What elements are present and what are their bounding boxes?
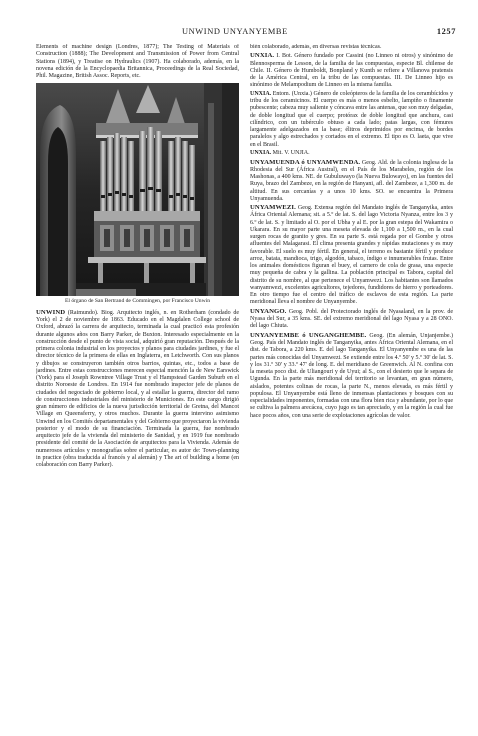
- dictionary-page: [36, 10, 456, 722]
- entry-unyamwezi: [250, 204, 453, 307]
- entry-head: UNYANGO.: [250, 307, 287, 315]
- organ-photograph: [36, 83, 239, 296]
- entry-unwind: [36, 309, 239, 470]
- entry-text: (Raimundo). Biog. Arquitecto inglés, n. en Rotherham (condado de York) el 2 de noviembre de 1863. Educado en el Magdalen College school de Oxford, abrazó la carrera de arquitecto, terminada la cual practicó esta profesión durante algunos años con Barry Parker, de Buxton. Interesado especialmente en la construcción desde el punto de vista social, adquirió gran reputación. Después de la primera colonia industrial en los proyectos y planos para ciudades jardines, y fue el director técnico de la primera de ellas en Inglaterra, en Letchworth. Con sus planos y dibujos se construyeron también otros barrios, quintas, etc., todos a base de jardines. Entre estas construcciones merecen especial mención la de New Earswick (York) para el Joseph Rowntree Village Trust y el Hampstead Garden Suburb en el distrito Noroeste de Londres. En 1914 fue nombrado inspector jefe de planos de ciudades del negociado de gobierno local, y al estallar la guerra, director del ramo de construcciones industriales del ministerio de Municiones. En este cargo dirigió gran número de edificios de la nueva jurisdicción territorial de Gretna, del Mancot Village en Queensferry, y otros muchos. Durante la guerra intervino asimismo Unwind en los Comités departamentales y del Gobierno que proyectaron la vivienda posterior y el modo de su financiación. Terminada la guerra, fue nombrado arquitecto jefe de la vivienda del ministerio de Sanidad, y en 1919 fue nombrado presidente del comité de la Asociación de arquitectos para la Vivienda. Además de numerosos artículos y monografías sobre el particular, es autor de: Town-planning in practice (obra traducida al francés y al alemán) y The art of building a home (en colaboración con Barry Parker).: [36, 309, 239, 469]
- entry-text: Geog. Pobl. del Protectorado inglés de Nyasaland, en la prov. de Nyasa del Sur, a 35 kms. SE. del extremo meridional del lago Nyasa y a 28 ONO. del lago Chiuta.: [250, 308, 453, 330]
- entry-head: UNYANYEMBE ó UNGANGHEMBE.: [250, 331, 367, 339]
- left-column: [36, 44, 239, 724]
- entry-text: Entom. (Unxia.) Género de coleópteros de la familia de los cerambícidos y tribu de los ceramicinos. El cuerpo es más o menos esbelto, lampiño o finamente pubescente; cabeza muy saliente y cóncava entre las antenas, que son muy delgadas, de doble longitud que el cuerpo; protórax de doble longitud que anchura, casi cilíndrico, con un tubérculo obtuso a cada lado; patas largas, con fémures largamente adelgazados en la base; élitros deprimidos por encima, de bordes paralelos y algo estrechados y cortados en el extremo. El tipo es O. laeta, que vive en el Brasil.: [250, 90, 453, 148]
- organ-photograph-svg: [36, 83, 239, 296]
- entry-unxia-mit: [250, 150, 453, 157]
- entry-head: UNXIA.: [250, 52, 275, 60]
- entry-text: Geog. Extensa región del Mandato inglés de Tanganyika, antes África Oriental Alemana; sit. a 5.º de lat. S. del lago Victoria Nyanza, entre los 3 y 6.º de lat. S. y limitado al O. por el Ubha y al E. por la gran estepa del Wakamira o Ukarara. En su mayor parte una meseta elevada de 1,100 a 1,500 m., en la cual surgen rocas de granito y gres. En su parte S. está regada por el Gombe y otros afluentes del Malagarasi. El clima presenta grandes y rápidas mutaciones y es muy favorable. El suelo es muy fértil. En general, el terreno es bastante fértil y produce arroz, batata, mandioca, trigo, algodón, tabaco, índigo e innumerables frutas. Entre los animales domésticos figuran el buey, el carnero de cola de grasa, una especie muy pequeña de cabra y la gallina. La población principal es Tabora, capital del distrito de su nombre, al que pertenece el Unyamwezi. Los habitantes son llamados wanyamwezi, excelentes agricultores, tejedores, fundidores de hierro y porteadores. En otro tiempo fue el centro del tráfico de esclavos de esta región. La parte meridional lleva el nombre de Unyanyembe.: [250, 205, 453, 306]
- entry-unyanyembe: [250, 332, 453, 420]
- entry-unxia-entom: [250, 91, 453, 149]
- entry-text: Mit. V. UNJIA.: [272, 150, 310, 157]
- running-head-words: UNWIND UNYANYEMBE: [182, 27, 288, 36]
- running-head: [36, 27, 456, 39]
- page-number: 1257: [436, 27, 456, 36]
- entry-head: UNXIA.: [250, 150, 272, 157]
- entry-head: UNYAMUENDA ó UNYAMWENDA.: [250, 158, 361, 166]
- entry-unxia-bot: [250, 52, 453, 89]
- entry-text: Geog. Ald. de la colonia inglesa de la Rhodesia del Sur (África Austral), en el País de los Marabeles, región de los Mashonas, a 400 kms. NE. de Gubuluwayo (la Nueva Bulowayo), en las fuentes del Ruya, brazo del Zambeze, en la región de Hanyani, afl. del Zambeze, a 1,300 m. de altitud. En sus cercanías y a unos 10 kms. SO. se encuentra la Primera Unyamuenda.: [250, 159, 453, 202]
- entry-unyamuenda: [250, 159, 453, 204]
- entry-head: UNXIA.: [250, 90, 272, 97]
- right-column: [250, 44, 453, 724]
- top-paragraph: bién colaborado, además, en diversas revistas técnicas.: [250, 44, 382, 50]
- entry-text: Geog. (En alemán, Unjanjembe.) Geog. País del Mandato inglés de Tanganyika, antes África Oriental Alemana, en el dist. de Tabora, a 220 kms. E. del lago Tanganyika. El Unyanyembe es una de las partes más conocidas del Unyamwezi. Se extiende entre los 4.º 50' y 5.º 30' de lat. S. y los 31.º 30' y 33.º 47' de long. E. del meridiano de Greenwich. Al N. confina con la meseta poco dist. de Uliangouri y de Uyui; al S., con el desierto que le separa de Ugunda. En la parte más meridional del territorio se levantan, en gran número, aislados, potentes colinas de rocas, la parte N., menos elevada, es más fértil y populosa. El Unyanyembe está lleno de inmensas plantaciones y bosques con su especialidades imponentes, formadas con una flora bien rica y abundante, por lo que se cultiva la palmera arecácea, cuyo jugo es tan apreciado, y en la región la cual fue hace pocos años, con una serie de explotaciones agrícolas de valor.: [250, 332, 453, 419]
- entry-head: UNYAMWEZI.: [250, 204, 296, 212]
- figure-caption: El órgano de San Bertrand de Commingen, por Francisco Unwin: [65, 298, 210, 305]
- entry-text: I. Bot. Género fundado por Cassini (no Linneo ni otros) y sinónimo de Blennosperma de Lesson, de la familia de las compuestas, especie Bl. chilense de Chile. II. Género de Humboldt, Bonpland y Kunth se refiere a Villanova pratensis de la América Central, en la tribu de las compuestas. III. De Linneo hijo es sinónimo de Melampodium de Linneo en la misma familia.: [250, 53, 453, 89]
- entry-head: UNWIND: [36, 308, 66, 316]
- entry-unyango: [250, 308, 453, 331]
- intro-paragraph: Elements of machine design (Londres, 1877); The Testing of Materials of Construction (1888); The Development and Transmission of Power from Central Stations (1894), y Treatise on Hydraulics (1907). Ha colaborado, además, en la novena edición de la Encyclopaedia Britannica, Proceedings de la Real Sociedad, Phil. Magazine, British Assoc. Reports, etc.: [36, 44, 239, 79]
